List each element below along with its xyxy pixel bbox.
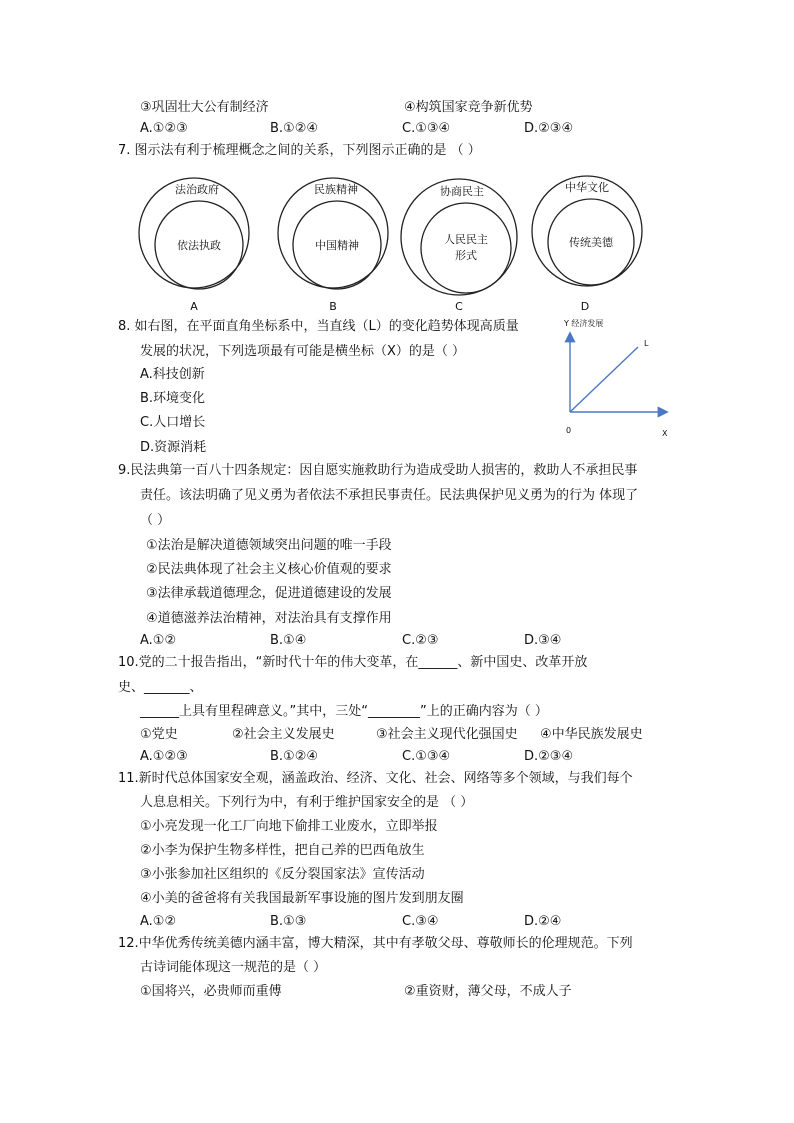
q10-stem-line3: ______上具有里程碑意义。”其中，三处“________”上的正确内容为（ ） (140, 704, 548, 719)
line-label: L (644, 339, 649, 348)
q8-graph (556, 312, 686, 442)
q6-option-d: D.②③④ (524, 121, 574, 136)
diagram-c-letter: C (455, 300, 463, 313)
q9-stem-line3: （ ） (140, 513, 171, 528)
q10-item-1: ①党史 (140, 727, 178, 742)
q8-option-d: D.资源消耗 (140, 440, 207, 455)
diagram-c-inner-circle (421, 203, 511, 293)
q9-item-2: ②民法典体现了社会主义核心价值观的要求 (146, 562, 392, 577)
q12-item-2: ②重资财，薄父母，不成人子 (404, 984, 572, 999)
q6-item-4: ④构筑国家竞争新优势 (404, 100, 533, 115)
diagram-b-inner-label: 中国精神 (315, 239, 359, 252)
origin-label: 0 (566, 426, 572, 435)
q9-option-a: A.①② (140, 633, 177, 648)
q11-item-3: ③小张参加社区组织的《反分裂国家法》宣传活动 (140, 867, 425, 882)
trend-line-l (570, 347, 638, 412)
q11-option-c: C.③④ (402, 914, 439, 929)
q10-item-4: ④中华民族发展史 (540, 727, 643, 742)
q10-option-a: A.①②③ (140, 749, 188, 764)
q6-item-3: ③巩固壮大公有制经济 (140, 100, 269, 115)
q10-option-b: B.①②④ (270, 749, 319, 764)
q11-option-a: A.①② (140, 914, 177, 929)
q10-stem-line2: 史、_______、 (118, 680, 203, 695)
q9-stem-line1: 9.民法典第一百八十四条规定：因自愿实施救助行为造成受助人损害的，救助人不承担民事 (118, 463, 638, 478)
q6-option-b: B.①②④ (270, 121, 319, 136)
q10-option-d: D.②③④ (524, 749, 574, 764)
q11-option-d: D.②④ (524, 914, 562, 929)
q8-option-c: C.人口增长 (140, 415, 206, 430)
q9-option-c: C.②③ (402, 633, 439, 648)
q10-item-3: ③社会主义现代化强国史 (376, 727, 518, 742)
y-axis-label: Y 经济发展 (564, 319, 604, 328)
q9-item-3: ③法律承载道德理念，促进道德建设的发展 (146, 586, 392, 601)
q10-option-c: C.①③④ (402, 749, 451, 764)
q11-stem-line1: 11.新时代总体国家安全观，涵盖政治、经济、文化、社会、网络等多个领域，与我们每个 (118, 771, 633, 786)
diagram-d-inner-label: 传统美德 (569, 236, 613, 249)
diagram-b-letter: B (329, 300, 337, 313)
q6-option-c: C.①③④ (402, 121, 451, 136)
q10-stem-line1: 10.党的二十报告指出，“新时代十年的伟大变革，在______、新中国史、改革开放 (118, 655, 588, 670)
x-axis-label: X (662, 429, 668, 438)
diagram-c-inner-label-1: 人民民主 (444, 233, 488, 246)
q7-diagrams (130, 165, 660, 315)
q8-option-b: B.环境变化 (140, 391, 206, 406)
diagram-b-outer-label: 民族精神 (314, 183, 358, 196)
diagram-d-letter: D (580, 300, 590, 313)
diagram-a-outer-label: 法治政府 (175, 183, 219, 196)
q9-item-1: ①法治是解决道德领域突出问题的唯一手段 (146, 538, 392, 553)
q9-option-d: D.③④ (524, 633, 562, 648)
q12-stem-line1: 12.中华优秀传统美德内涵丰富，博大精深，其中有孝敬父母、尊敬师长的伦理规范。下列 (118, 936, 633, 951)
diagram-d-outer-label: 中华文化 (565, 181, 609, 194)
diagram-a-letter: A (190, 300, 198, 313)
q9-stem-line2: 责任。该法明确了见义勇为者依法不承担民事责任。民法典保护见义勇为的行为 体现了 (140, 488, 639, 503)
diagram-c-inner-label-2: 形式 (455, 249, 477, 262)
q11-item-1: ①小亮发现一化工厂向地下偷排工业废水，立即举报 (140, 819, 438, 834)
q12-item-1: ①国将兴，必贵师而重傅 (140, 984, 282, 999)
q7-stem: 7. 图示法有利于梳理概念之间的关系，下列图示正确的是 （ ） (118, 143, 481, 158)
q10-item-2: ②社会主义发展史 (232, 727, 335, 742)
diagram-c-outer-label: 协商民主 (440, 185, 484, 198)
q8-stem-line2: 发展的状况，下列选项最有可能是横坐标（X）的是（ ） (140, 344, 466, 359)
q8-stem-line1: 8. 如右图，在平面直角坐标系中，当直线（L）的变化趋势体现高质量 (118, 319, 519, 334)
q11-item-4: ④小美的爸爸将有关我国最新军事设施的图片发到朋友圈 (140, 891, 464, 906)
q9-option-b: B.①④ (270, 633, 307, 648)
q9-item-4: ④道德滋养法治精神，对法治具有支撑作用 (146, 611, 392, 626)
q12-stem-line2: 古诗词能体现这一规范的是（ ） (140, 960, 327, 975)
q8-option-a: A.科技创新 (140, 367, 205, 382)
q11-stem-line2: 人息息相关。下列行为中，有利于维护国家安全的是 （ ） (140, 795, 474, 810)
diagram-a-inner-label: 依法执政 (177, 239, 221, 252)
q6-option-a: A.①②③ (140, 121, 188, 136)
q11-item-2: ②小李为保护生物多样性，把自己养的巴西龟放生 (140, 843, 425, 858)
q11-option-b: B.①③ (270, 914, 307, 929)
